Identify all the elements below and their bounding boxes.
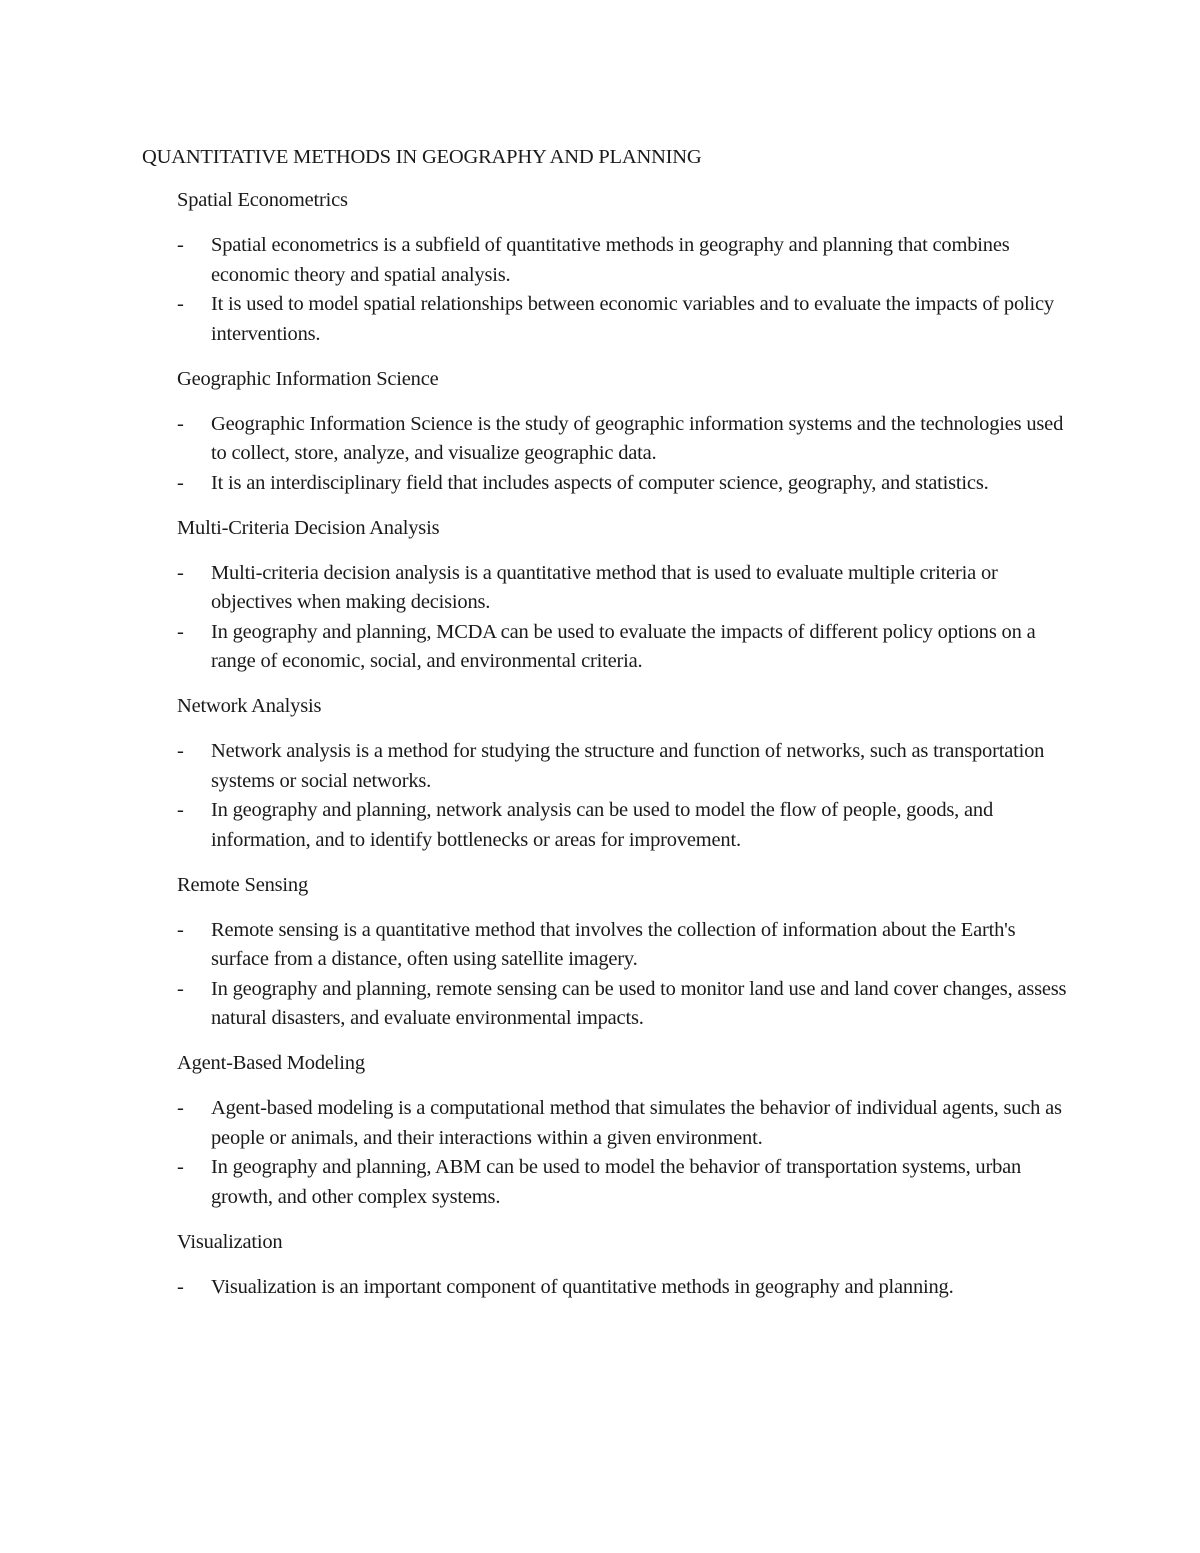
bullet-item — [177, 618, 1067, 677]
bullet-text: Multi-criteria decision analysis is a quantitative method that is used to evaluate multiple criteria or objectives when making decisions. — [211, 561, 998, 613]
section-heading: Visualization — [177, 1230, 283, 1253]
bullet-dash-marker: - — [177, 561, 184, 584]
bullet-list — [177, 737, 1067, 855]
bullet-list — [177, 410, 1067, 499]
bullet-dash-marker: - — [177, 471, 184, 494]
bullet-dash-marker: - — [177, 1156, 184, 1178]
bullet-item — [177, 1094, 1067, 1153]
section — [177, 1228, 1067, 1303]
bullet-item — [177, 737, 1067, 796]
section-heading: Remote Sensing — [177, 873, 309, 896]
section-heading: Geographic Information Science — [177, 367, 439, 390]
document-body — [177, 186, 1067, 1318]
bullet-list — [177, 916, 1067, 1034]
bullet-list — [177, 559, 1067, 677]
bullet-item — [177, 231, 1067, 290]
document-title: QUANTITATIVE METHODS IN GEOGRAPHY AND PLANNING — [142, 146, 702, 168]
bullet-dash-marker: - — [177, 740, 184, 762]
section — [177, 871, 1067, 1034]
section — [177, 514, 1067, 677]
bullet-list — [177, 1273, 1067, 1303]
bullet-item — [177, 975, 1067, 1034]
bullet-text: In geography and planning, network analysis can be used to model the flow of people, goods, and information, and to identify bottlenecks or areas for improvement. — [211, 799, 994, 851]
bullet-text: Geographic Information Science is the study of geographic information systems and the technologies used to collect, store, analyze, and visualize geographic data. — [211, 412, 1064, 464]
bullet-dash-marker: - — [177, 977, 184, 1000]
bullet-dash-marker: - — [177, 1275, 184, 1298]
bullet-text: In geography and planning, remote sensing can be used to monitor land use and land cover changes, assess natural disasters, and evaluate environmental impacts. — [211, 977, 1067, 1029]
bullet-text: Visualization is an important component of quantitative methods in geography and planning. — [211, 1275, 954, 1298]
bullet-dash-marker: - — [177, 1097, 184, 1119]
bullet-dash-marker: - — [177, 620, 184, 643]
bullet-item — [177, 796, 1067, 855]
bullet-dash-marker: - — [177, 412, 184, 435]
bullet-text: In geography and planning, ABM can be used to model the behavior of transportation systems, urban growth, and other complex systems. — [211, 1156, 1022, 1208]
bullet-text: Remote sensing is a quantitative method that involves the collection of information about the Earth's surface from a distance, often using satellite imagery. — [211, 918, 1016, 970]
bullet-item — [177, 1273, 1067, 1303]
bullet-item — [177, 559, 1067, 618]
bullet-dash-marker: - — [177, 234, 184, 256]
bullet-item — [177, 1153, 1067, 1212]
bullet-item — [177, 469, 1067, 499]
section-heading: Agent-Based Modeling — [177, 1052, 365, 1074]
bullet-item — [177, 410, 1067, 469]
section — [177, 1049, 1067, 1212]
section-heading: Network Analysis — [177, 695, 322, 717]
section — [177, 365, 1067, 499]
section-heading: Spatial Econometrics — [177, 189, 348, 211]
bullet-item — [177, 290, 1067, 349]
bullet-text: In geography and planning, MCDA can be used to evaluate the impacts of different policy options on a range of economic, social, and environmental criteria. — [211, 620, 1036, 672]
bullet-dash-marker: - — [177, 293, 184, 315]
bullet-dash-marker: - — [177, 799, 184, 821]
bullet-list — [177, 1094, 1067, 1212]
bullet-list — [177, 231, 1067, 349]
section-heading: Multi-Criteria Decision Analysis — [177, 516, 440, 539]
bullet-text: It is used to model spatial relationships between economic variables and to evaluate the impacts of policy interventions. — [211, 293, 1054, 345]
bullet-item — [177, 916, 1067, 975]
bullet-text: It is an interdisciplinary field that includes aspects of computer science, geography, and statistics. — [211, 471, 989, 494]
section — [177, 692, 1067, 855]
bullet-text: Agent-based modeling is a computational method that simulates the behavior of individual agents, such as people or animals, and their interactions within a given environment. — [211, 1097, 1062, 1149]
section — [177, 186, 1067, 349]
bullet-dash-marker: - — [177, 918, 184, 941]
bullet-text: Spatial econometrics is a subfield of quantitative methods in geography and planning that combines economic theory and spatial analysis. — [211, 234, 1010, 286]
bullet-text: Network analysis is a method for studying the structure and function of networks, such as transportation systems or social networks. — [211, 740, 1045, 792]
